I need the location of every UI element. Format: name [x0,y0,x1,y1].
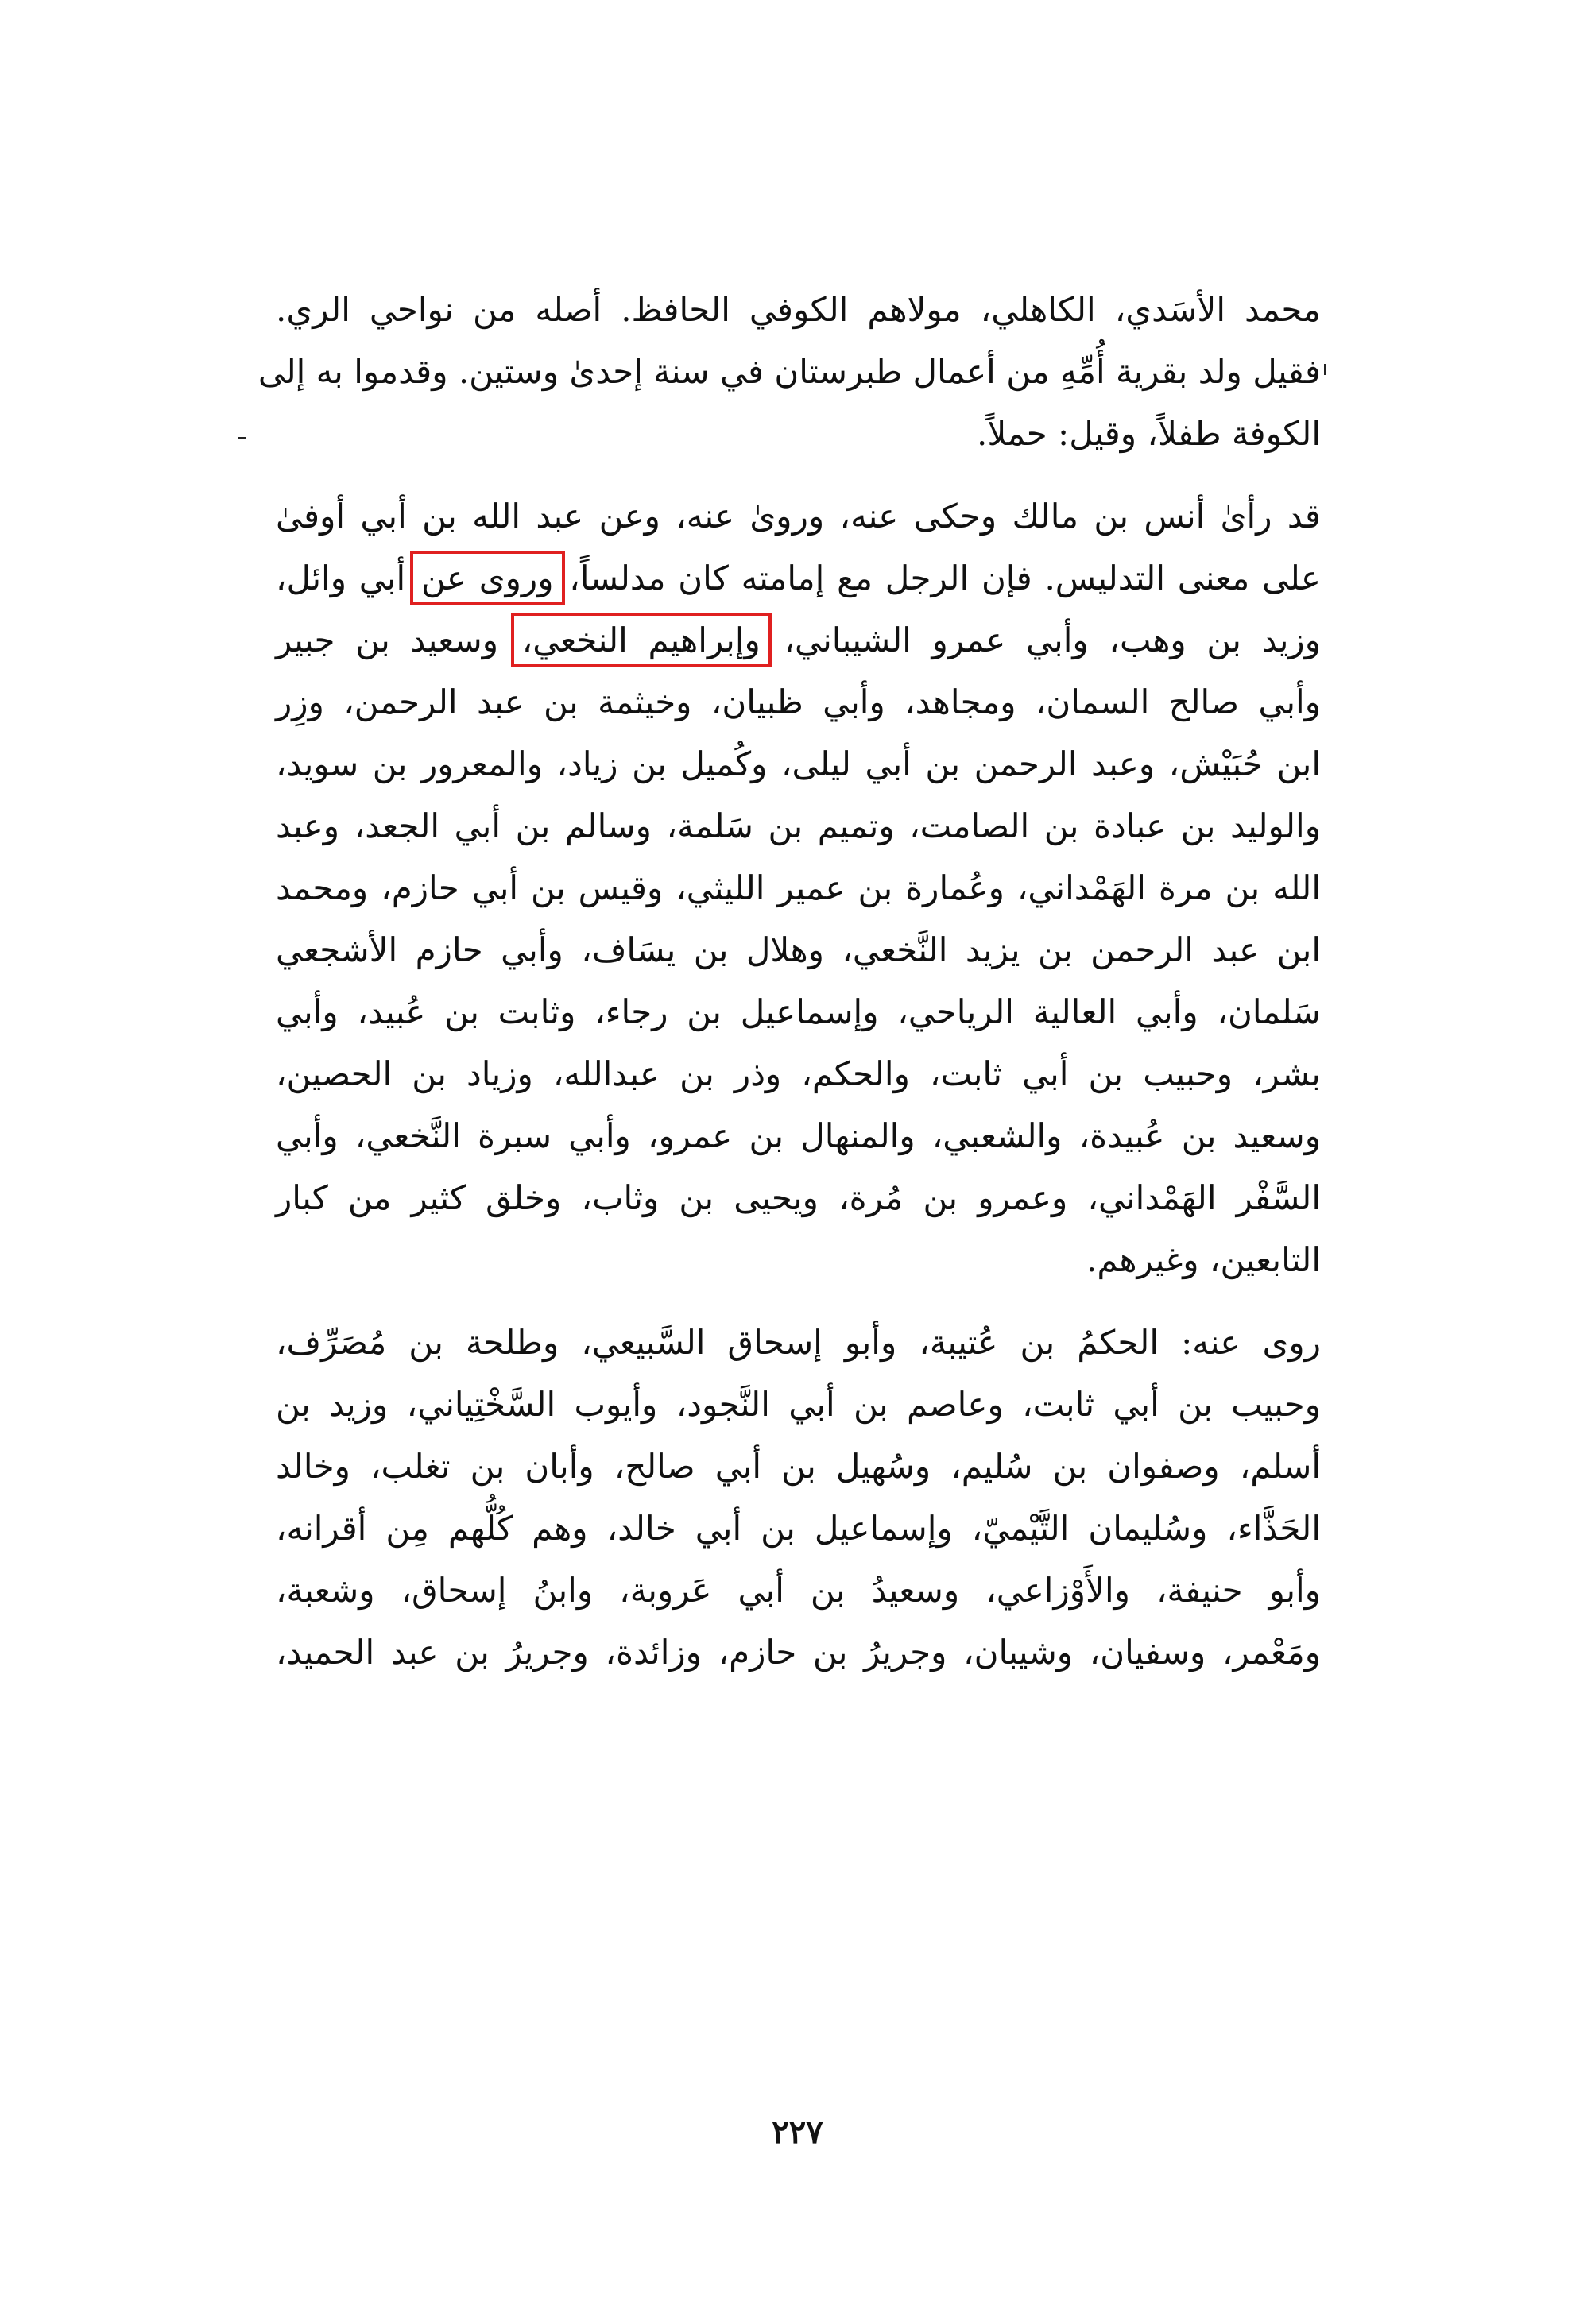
p1-line-3: الكوفة طفلاً، وقيل: حملاً. [977,414,1321,453]
highlight-box-rawa-an: وروى عن [418,559,557,597]
scan-mark [1324,364,1326,375]
p3-line-5: وأبو حنيفة، والأَوْزاعي، وسعيدُ بن أبي عَروبة، وابنُ إسحاق، وشعبة، [276,1571,1321,1610]
p2-line-3 [276,617,1321,664]
p2-line-2-after: أبي وائل، [276,559,406,597]
p2-line-7: الله بن مرة الهَمْداني، وعُمارة بن عمير الليثي، وقيس بن أبي حازم، ومحمد [276,868,1321,907]
p2-line-10: بشر، وحبيب بن أبي ثابت، والحكم، وذر بن عبدالله، وزياد بن الحصين، [276,1054,1321,1093]
p3-line-2: وحبيب بن أبي ثابت، وعاصم بن أبي النَّجود، وأيوب السَّخْتِياني، وزيد بن [276,1385,1321,1424]
p2-line-2-before: على معنى التدليس. فإن الرجل مع إمامته كان مدلساً، [569,559,1321,597]
p2-line-4: وأبي صالح السمان، ومجاهد، وأبي ظبيان، وخيثمة بن عبد الرحمن، وزِر [276,683,1321,721]
highlight-box-ibrahim-nakhai: وإبراهيم النخعي، [519,621,764,659]
p2-line-6: والوليد بن عبادة بن الصامت، وتميم بن سَلمة، وسالم بن أبي الجعد، وعبد [276,806,1321,845]
p2-line-3-before: وزيد بن وهب، وأبي عمرو الشيباني، [784,621,1321,659]
p3-line-4: الحَذَّاء، وسُليمان التَّيْميّ، وإسماعيل بن أبي خالد، وهم كُلُّهم مِن أقرانه، [276,1509,1321,1548]
p2-line-1: قد رأىٰ أنس بن مالك وحكى عنه، وروىٰ عنه، وعن عبد الله بن أبي أوفىٰ [276,497,1321,536]
scan-mark [238,437,246,439]
p3-line-1: روى عنه: الحكمُ بن عُتيبة، وأبو إسحاق السَّبيعي، وطلحة بن مُصَرِّف، [276,1323,1321,1362]
p2-line-9: سَلمان، وأبي العالية الرياحي، وإسماعيل بن رجاء، وثابت بن عُبيد، وأبي [276,992,1321,1031]
p2-line-2 [276,555,1321,602]
p2-line-5: ابن حُبَيْش، وعبد الرحمن بن أبي ليلى، وكُميل بن زياد، والمعرور بن سويد، [276,744,1321,783]
p2-line-3-after: وسعيد بن جبير [276,621,499,659]
p2-line-12: السَّفْر الهَمْداني، وعمرو بن مُرة، ويحيى بن وثاب، وخلق كثير من كبار [276,1178,1321,1217]
p3-line-3: أسلم، وصفوان بن سُليم، وسُهيل بن أبي صالح، وأبان بن تغلب، وخالد [276,1447,1321,1486]
p3-line-6: ومَعْمر، وسفيان، وشيبان، وجريرُ بن حازم، وزائدة، وجريرُ بن عبد الحميد، [276,1633,1321,1672]
p2-line-11: وسعيد بن عُبيدة، والشعبي، والمنهال بن عمرو، وأبي سبرة النَّخعي، وأبي [276,1116,1321,1155]
p1-line-2: فقيل ولد بقرية أُمِّهِ من أعمال طبرستان في سنة إحدىٰ وستين. وقدموا به إلى [257,352,1321,391]
page-number: ٢٢٧ [772,2113,823,2151]
p1-line-1: محمد الأسَدي، الكاهلي، مولاهم الكوفي الحافظ. أصله من نواحي الري. [276,290,1321,329]
p2-line-8: ابن عبد الرحمن بن يزيد النَّخعي، وهلال بن يسَاف، وأبي حازم الأشجعي [276,930,1321,969]
p2-line-13: التابعين، وغيرهم. [1086,1240,1321,1279]
